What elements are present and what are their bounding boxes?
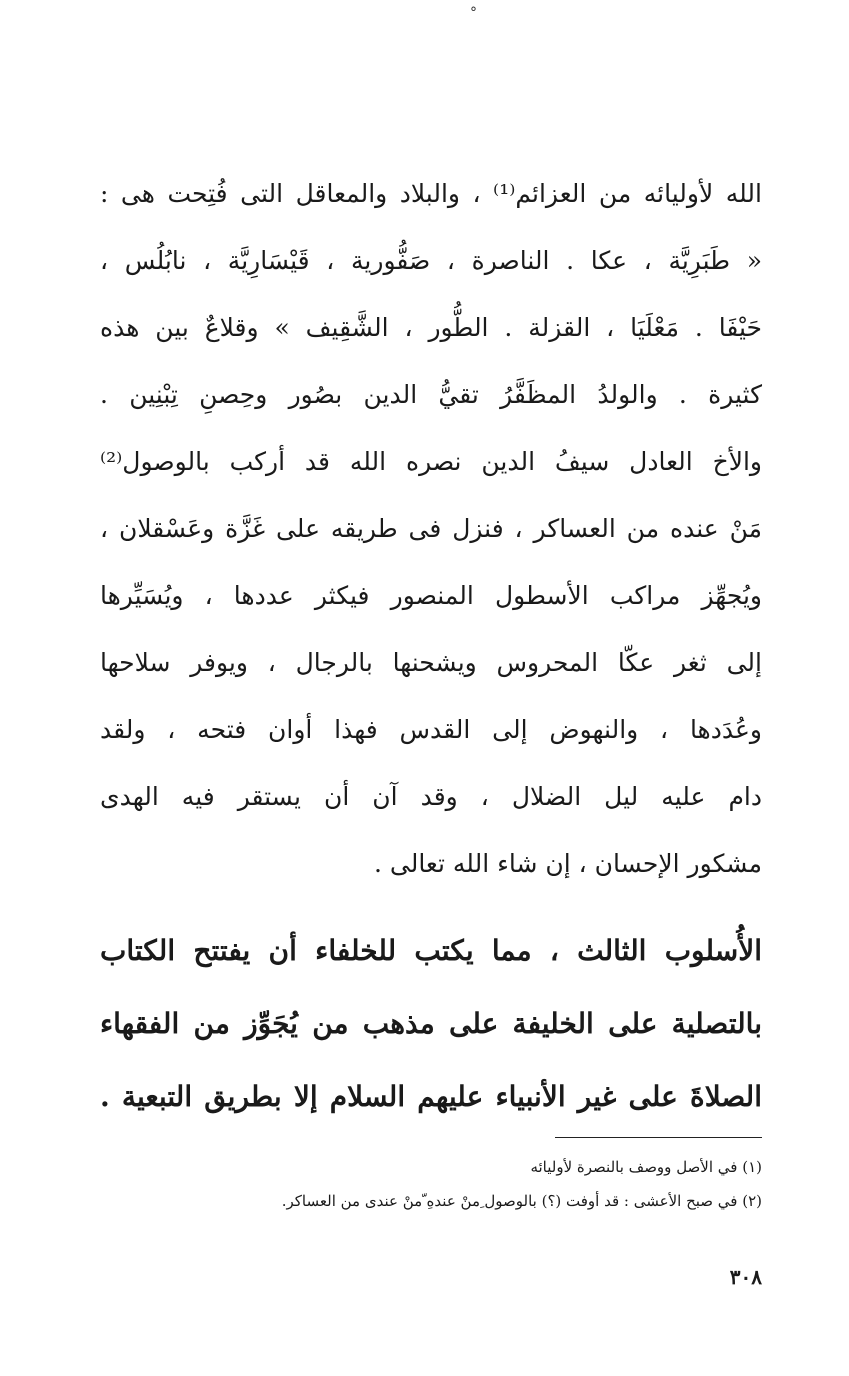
- section-line: الأُسلوب الثالث ، مما يكتب للخلفاء أن يفتتح الكتاب: [100, 934, 762, 967]
- page-number: ٣٠٨: [729, 1265, 762, 1289]
- body-line: دام عليه ليل الضلال ، وقد آن أن يستقر فيه الهدى: [100, 782, 763, 811]
- body-line: مَنْ عنده من العساكر ، فنزل فى طريقه على غَزَّة وعَسْقلان ،: [100, 514, 762, 543]
- footnote: (١) في الأصل ووصف بالنصرة لأوليائه: [530, 1158, 762, 1176]
- footnote-divider: [555, 1137, 762, 1138]
- body-line: مشكور الإحسان ، إن شاء الله تعالى .: [373, 849, 762, 878]
- body-line: وعُدَدها ، والنهوض إلى القدس فهذا أوان فتحه ، ولقد: [100, 715, 762, 744]
- top-mark: °: [470, 5, 477, 21]
- body-line: والأخ العادل سيفُ الدين نصره الله قد أركب بالوصول⁽²⁾: [100, 447, 762, 476]
- footnote: (٢) في صبح الأعشى : قد أوفت (؟) بالوصول ِمنْ عندهِ ّمنْ عندى من العساكر.: [281, 1192, 762, 1210]
- body-line: « طَبَرِيَّة ، عكا . الناصرة ، صَفُّورية ، قَيْسَارِيَّة ، نابُلُس ،: [100, 246, 762, 275]
- body-text: [100, 160, 762, 897]
- section-paragraph: [100, 914, 762, 1133]
- section-line: بالتصلية على الخليفة على مذهب من يُجَوِّز من الفقهاء: [100, 1007, 762, 1040]
- body-line: الله لأوليائه من العزائم⁽¹⁾ ، والبلاد والمعاقل التى فُتِحت هى :: [100, 179, 762, 208]
- body-line: ويُجهِّز مراكب الأسطول المنصور فيكثر عددها ، ويُسَيِّرها: [100, 581, 762, 610]
- body-line: حَيْفَا . مَعْلَيَا ، القزلة . الطُّور ، الشَّقِيف » وقلاعٌ بين هذه: [100, 313, 762, 342]
- footnotes: [100, 1150, 762, 1218]
- body-line: كثيرة . والولدُ المظَفَّرُ تقيُّ الدين بصُور وحِصنِ تِبْنِين .: [100, 380, 762, 409]
- body-line: إلى ثغر عكّا المحروس ويشحنها بالرجال ، ويوفر سلاحها: [100, 648, 762, 677]
- section-line: الصلاةَ على غير الأنبياء عليهم السلام إلا بطريق التبعية .: [100, 1080, 762, 1113]
